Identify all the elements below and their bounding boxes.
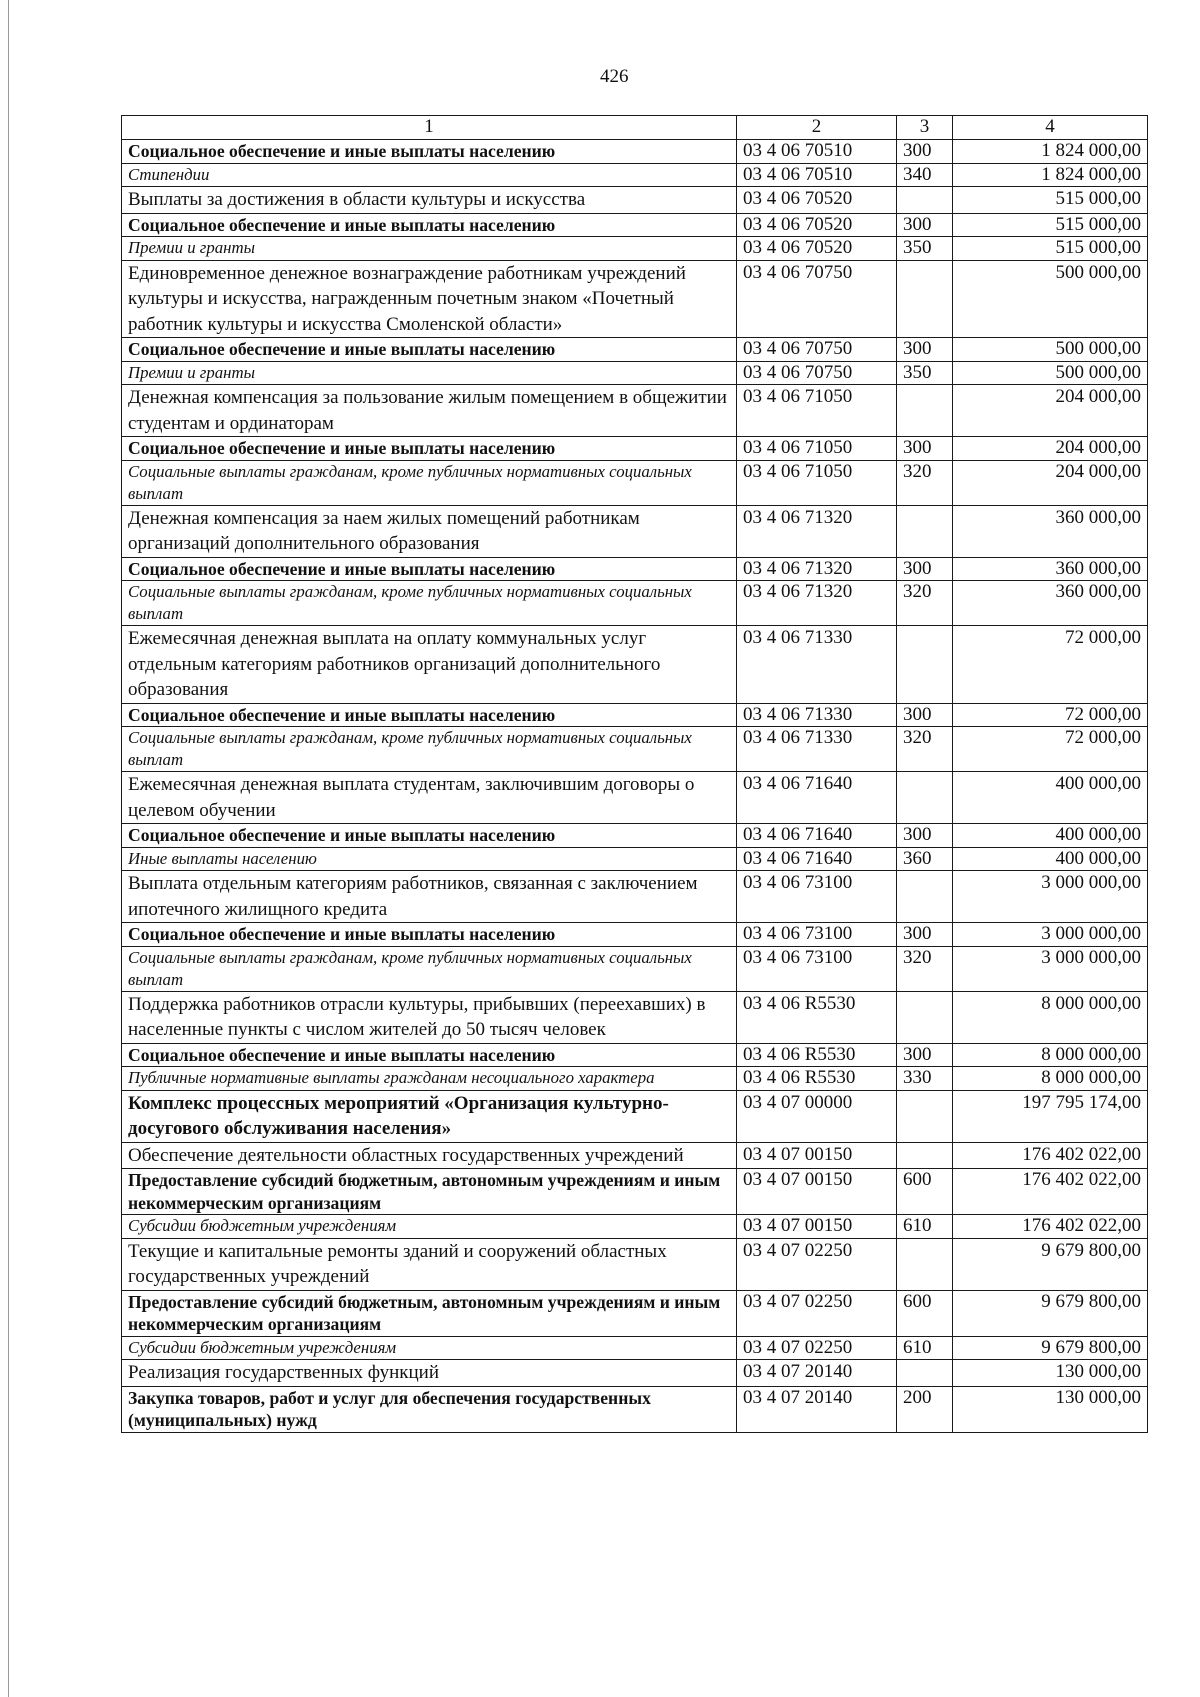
table-row (122, 213, 1148, 237)
row-type-cell: 300 (897, 140, 953, 164)
row-name-cell: Социальное обеспечение и иные выплаты населению (122, 338, 737, 362)
row-name-cell: Обеспечение деятельности областных государственных учреждений (122, 1142, 737, 1169)
row-type-cell (897, 385, 953, 437)
row-name-cell: Социальные выплаты гражданам, кроме публичных нормативных социальных выплат (122, 727, 737, 772)
row-name-cell: Социальное обеспечение и иные выплаты населению (122, 140, 737, 164)
row-amount-cell: 204 000,00 (953, 437, 1148, 461)
table-row (122, 626, 1148, 704)
row-type-cell: 610 (897, 1215, 953, 1239)
row-name-cell: Субсидии бюджетным учреждениям (122, 1215, 737, 1239)
budget-table (121, 115, 1148, 1433)
row-type-cell (897, 626, 953, 704)
row-amount-cell: 204 000,00 (953, 460, 1148, 505)
row-code-cell: 03 4 06 73100 (737, 923, 897, 947)
row-name-cell: Текущие и капитальные ремонты зданий и сооружений областных государственных учреждений (122, 1238, 737, 1290)
row-type-cell: 360 (897, 847, 953, 871)
row-code-cell: 03 4 06 71330 (737, 626, 897, 704)
row-code-cell: 03 4 06 71640 (737, 772, 897, 824)
row-name-cell: Ежемесячная денежная выплата на оплату коммунальных услуг отдельным категориям работников организаций дополнительного образования (122, 626, 737, 704)
row-code-cell: 03 4 06 70750 (737, 338, 897, 362)
row-code-cell: 03 4 06 71330 (737, 703, 897, 727)
header-cell-amount: 4 (953, 116, 1148, 140)
table-row (122, 187, 1148, 214)
row-amount-cell: 1 824 000,00 (953, 163, 1148, 187)
row-amount-cell: 515 000,00 (953, 213, 1148, 237)
row-type-cell (897, 505, 953, 557)
row-amount-cell: 515 000,00 (953, 237, 1148, 261)
row-type-cell: 300 (897, 1043, 953, 1067)
row-amount-cell: 3 000 000,00 (953, 871, 1148, 923)
row-type-cell: 340 (897, 163, 953, 187)
row-type-cell: 610 (897, 1336, 953, 1360)
row-name-cell: Стипендии (122, 163, 737, 187)
row-amount-cell: 400 000,00 (953, 824, 1148, 848)
budget-table-container (121, 115, 1147, 1433)
row-code-cell: 03 4 07 02250 (737, 1238, 897, 1290)
row-name-cell: Социальное обеспечение и иные выплаты населению (122, 923, 737, 947)
table-row (122, 1386, 1148, 1432)
row-type-cell: 300 (897, 824, 953, 848)
row-code-cell: 03 4 07 20140 (737, 1386, 897, 1432)
table-row (122, 338, 1148, 362)
row-code-cell: 03 4 06 71320 (737, 557, 897, 581)
table-row (122, 703, 1148, 727)
row-amount-cell: 9 679 800,00 (953, 1290, 1148, 1336)
table-row (122, 1336, 1148, 1360)
row-code-cell: 03 4 06 71320 (737, 505, 897, 557)
row-code-cell: 03 4 06 71050 (737, 385, 897, 437)
row-name-cell: Реализация государственных функций (122, 1360, 737, 1387)
row-code-cell: 03 4 07 00150 (737, 1169, 897, 1215)
row-amount-cell: 72 000,00 (953, 703, 1148, 727)
row-name-cell: Комплекс процессных мероприятий «Организация культурно-досугового обслуживания населения» (122, 1090, 737, 1142)
table-row (122, 385, 1148, 437)
row-code-cell: 03 4 06 70750 (737, 260, 897, 338)
row-code-cell: 03 4 06 71640 (737, 824, 897, 848)
row-amount-cell: 360 000,00 (953, 557, 1148, 581)
page-number: 426 (600, 66, 629, 87)
row-code-cell: 03 4 06 R5530 (737, 991, 897, 1043)
row-type-cell: 600 (897, 1290, 953, 1336)
row-name-cell: Закупка товаров, работ и услуг для обеспечения государственных (муниципальных) нужд (122, 1386, 737, 1432)
header-cell-name: 1 (122, 116, 737, 140)
table-row (122, 1290, 1148, 1336)
row-name-cell: Выплата отдельным категориям работников, связанная с заключением ипотечного жилищного кредита (122, 871, 737, 923)
header-cell-code: 2 (737, 116, 897, 140)
row-amount-cell: 9 679 800,00 (953, 1336, 1148, 1360)
table-row (122, 772, 1148, 824)
row-code-cell: 03 4 06 70510 (737, 140, 897, 164)
row-amount-cell: 197 795 174,00 (953, 1090, 1148, 1142)
row-amount-cell: 204 000,00 (953, 385, 1148, 437)
page-edge-line (8, 0, 9, 1697)
row-type-cell: 300 (897, 923, 953, 947)
table-row (122, 871, 1148, 923)
row-name-cell: Социальное обеспечение и иные выплаты населению (122, 1043, 737, 1067)
row-type-cell: 350 (897, 361, 953, 385)
row-amount-cell: 176 402 022,00 (953, 1142, 1148, 1169)
table-row (122, 237, 1148, 261)
row-code-cell: 03 4 06 71050 (737, 460, 897, 505)
row-amount-cell: 72 000,00 (953, 727, 1148, 772)
row-amount-cell: 130 000,00 (953, 1360, 1148, 1387)
row-amount-cell: 1 824 000,00 (953, 140, 1148, 164)
row-type-cell: 320 (897, 727, 953, 772)
table-row (122, 1043, 1148, 1067)
row-code-cell: 03 4 06 71640 (737, 847, 897, 871)
row-name-cell: Социальные выплаты гражданам, кроме публичных нормативных социальных выплат (122, 946, 737, 991)
row-type-cell: 300 (897, 703, 953, 727)
row-type-cell: 330 (897, 1067, 953, 1091)
row-code-cell: 03 4 07 20140 (737, 1360, 897, 1387)
row-name-cell: Публичные нормативные выплаты гражданам несоциального характера (122, 1067, 737, 1091)
row-type-cell: 320 (897, 581, 953, 626)
row-amount-cell: 176 402 022,00 (953, 1215, 1148, 1239)
table-row (122, 460, 1148, 505)
table-body (122, 140, 1148, 1433)
row-name-cell: Предоставление субсидий бюджетным, автономным учреждениям и иным некоммерческим организациям (122, 1290, 737, 1336)
row-amount-cell: 176 402 022,00 (953, 1169, 1148, 1215)
row-name-cell: Социальные выплаты гражданам, кроме публичных нормативных социальных выплат (122, 460, 737, 505)
row-amount-cell: 3 000 000,00 (953, 946, 1148, 991)
row-amount-cell: 8 000 000,00 (953, 1043, 1148, 1067)
row-code-cell: 03 4 07 00000 (737, 1090, 897, 1142)
row-code-cell: 03 4 06 70520 (737, 213, 897, 237)
row-type-cell (897, 187, 953, 214)
table-row (122, 1090, 1148, 1142)
row-type-cell (897, 1360, 953, 1387)
row-amount-cell: 400 000,00 (953, 772, 1148, 824)
table-row (122, 361, 1148, 385)
table-row (122, 727, 1148, 772)
row-name-cell: Денежная компенсация за пользование жилым помещением в общежитии студентам и ординаторам (122, 385, 737, 437)
row-type-cell (897, 260, 953, 338)
table-row (122, 1067, 1148, 1091)
row-type-cell (897, 1142, 953, 1169)
row-amount-cell: 72 000,00 (953, 626, 1148, 704)
row-name-cell: Ежемесячная денежная выплата студентам, заключившим договоры о целевом обучении (122, 772, 737, 824)
row-type-cell: 200 (897, 1386, 953, 1432)
table-row (122, 163, 1148, 187)
row-amount-cell: 8 000 000,00 (953, 991, 1148, 1043)
row-amount-cell: 500 000,00 (953, 361, 1148, 385)
row-amount-cell: 360 000,00 (953, 505, 1148, 557)
row-name-cell: Социальное обеспечение и иные выплаты населению (122, 213, 737, 237)
row-code-cell: 03 4 07 00150 (737, 1142, 897, 1169)
table-row (122, 437, 1148, 461)
row-type-cell: 300 (897, 213, 953, 237)
table-row (122, 1142, 1148, 1169)
row-amount-cell: 360 000,00 (953, 581, 1148, 626)
row-name-cell: Единовременное денежное вознаграждение работникам учреждений культуры и искусства, награжденным почетным знаком «Почетный работник культуры и искусства Смоленской области» (122, 260, 737, 338)
row-code-cell: 03 4 07 02250 (737, 1336, 897, 1360)
row-name-cell: Денежная компенсация за наем жилых помещений работникам организаций дополнительного образования (122, 505, 737, 557)
row-name-cell: Премии и гранты (122, 361, 737, 385)
row-name-cell: Социальное обеспечение и иные выплаты населению (122, 437, 737, 461)
table-row (122, 1215, 1148, 1239)
row-type-cell (897, 991, 953, 1043)
row-type-cell: 320 (897, 946, 953, 991)
row-code-cell: 03 4 06 R5530 (737, 1067, 897, 1091)
header-row (122, 116, 1148, 140)
header-cell-type: 3 (897, 116, 953, 140)
row-type-cell: 300 (897, 437, 953, 461)
row-amount-cell: 500 000,00 (953, 260, 1148, 338)
row-type-cell (897, 772, 953, 824)
row-name-cell: Социальное обеспечение и иные выплаты населению (122, 824, 737, 848)
row-amount-cell: 9 679 800,00 (953, 1238, 1148, 1290)
row-type-cell: 300 (897, 338, 953, 362)
row-code-cell: 03 4 06 R5530 (737, 1043, 897, 1067)
row-name-cell: Социальные выплаты гражданам, кроме публичных нормативных социальных выплат (122, 581, 737, 626)
row-code-cell: 03 4 06 71050 (737, 437, 897, 461)
table-row (122, 923, 1148, 947)
row-name-cell: Премии и гранты (122, 237, 737, 261)
row-code-cell: 03 4 06 71330 (737, 727, 897, 772)
row-name-cell: Субсидии бюджетным учреждениям (122, 1336, 737, 1360)
row-code-cell: 03 4 06 70510 (737, 163, 897, 187)
row-code-cell: 03 4 07 00150 (737, 1215, 897, 1239)
table-row (122, 140, 1148, 164)
row-code-cell: 03 4 06 73100 (737, 871, 897, 923)
table-row (122, 991, 1148, 1043)
table-row (122, 581, 1148, 626)
table-row (122, 946, 1148, 991)
row-amount-cell: 130 000,00 (953, 1386, 1148, 1432)
row-name-cell: Социальное обеспечение и иные выплаты населению (122, 703, 737, 727)
table-row (122, 824, 1148, 848)
row-amount-cell: 500 000,00 (953, 338, 1148, 362)
table-row (122, 260, 1148, 338)
table-row (122, 1360, 1148, 1387)
row-code-cell: 03 4 06 71320 (737, 581, 897, 626)
row-amount-cell: 400 000,00 (953, 847, 1148, 871)
row-type-cell (897, 1238, 953, 1290)
row-code-cell: 03 4 06 70750 (737, 361, 897, 385)
row-code-cell: 03 4 06 73100 (737, 946, 897, 991)
row-code-cell: 03 4 06 70520 (737, 187, 897, 214)
table-row (122, 1238, 1148, 1290)
row-type-cell: 320 (897, 460, 953, 505)
row-type-cell: 350 (897, 237, 953, 261)
row-type-cell: 600 (897, 1169, 953, 1215)
table-row (122, 1169, 1148, 1215)
row-type-cell (897, 1090, 953, 1142)
table-row (122, 505, 1148, 557)
table-row (122, 847, 1148, 871)
row-name-cell: Иные выплаты населению (122, 847, 737, 871)
row-type-cell: 300 (897, 557, 953, 581)
row-amount-cell: 515 000,00 (953, 187, 1148, 214)
table-row (122, 557, 1148, 581)
row-name-cell: Предоставление субсидий бюджетным, автономным учреждениям и иным некоммерческим организациям (122, 1169, 737, 1215)
row-amount-cell: 8 000 000,00 (953, 1067, 1148, 1091)
row-name-cell: Выплаты за достижения в области культуры и искусства (122, 187, 737, 214)
row-name-cell: Социальное обеспечение и иные выплаты населению (122, 557, 737, 581)
row-type-cell (897, 871, 953, 923)
row-name-cell: Поддержка работников отрасли культуры, прибывших (переехавших) в населенные пункты с числом жителей до 50 тысяч человек (122, 991, 737, 1043)
row-code-cell: 03 4 06 70520 (737, 237, 897, 261)
row-amount-cell: 3 000 000,00 (953, 923, 1148, 947)
row-code-cell: 03 4 07 02250 (737, 1290, 897, 1336)
